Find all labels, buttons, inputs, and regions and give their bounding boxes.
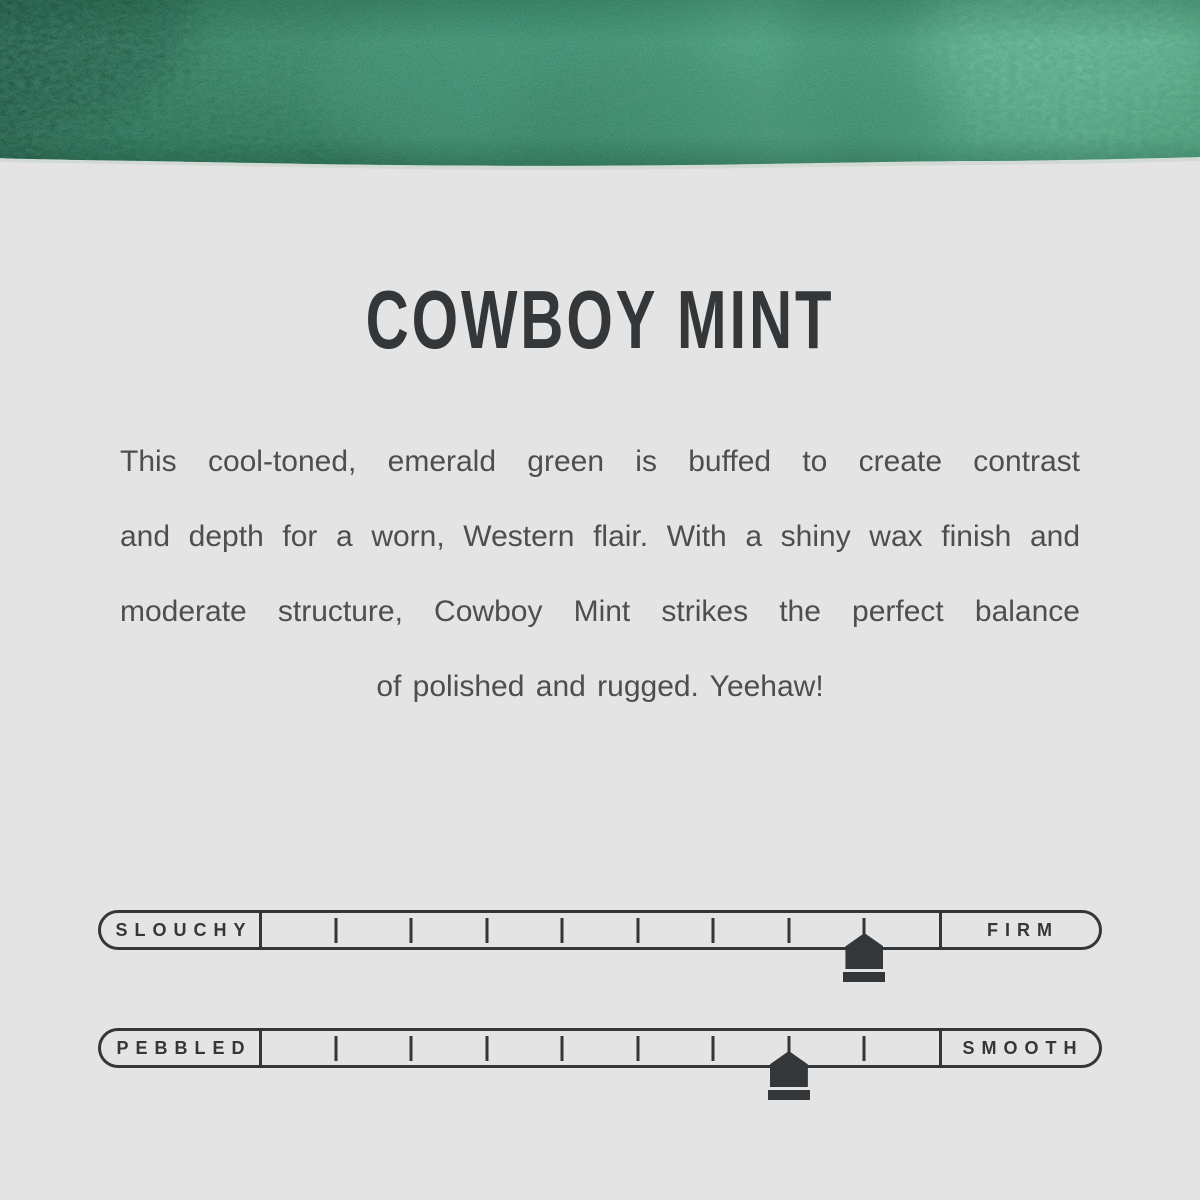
tick-mark xyxy=(410,918,413,943)
marker-bar-icon xyxy=(768,1090,810,1100)
tick-mark xyxy=(863,918,866,943)
texture-scale xyxy=(98,1028,1102,1068)
tick-mark xyxy=(410,1036,413,1061)
tick-mark xyxy=(787,1036,790,1061)
tick-mark xyxy=(334,1036,337,1061)
tick-mark xyxy=(485,918,488,943)
scale-right-label: SMOOTH xyxy=(962,1038,1084,1058)
tick-mark xyxy=(787,918,790,943)
tick-mark xyxy=(712,918,715,943)
tick-mark xyxy=(636,1036,639,1061)
scale-left-section xyxy=(101,913,260,947)
color-description xyxy=(120,424,1080,724)
description-line: moderate structure, Cowboy Mint strikes the perfect balance xyxy=(120,595,1080,628)
leather-texture-image xyxy=(0,0,1200,170)
scale-track xyxy=(260,913,940,947)
tick-mark xyxy=(561,918,564,943)
description-line: of polished and rugged. Yeehaw! xyxy=(376,670,824,703)
color-name-title: COWBOY MINT xyxy=(365,273,835,366)
scale-right-label: FIRM xyxy=(987,920,1059,940)
tick-mark xyxy=(334,918,337,943)
tick-mark xyxy=(636,918,639,943)
description-line: and depth for a worn, Western flair. With a shiny wax finish and xyxy=(120,520,1080,553)
scale-left-label: PEBBLED xyxy=(116,1038,252,1058)
scale-track xyxy=(260,1031,940,1065)
structure-scale xyxy=(98,910,1102,950)
scale-left-label: SLOUCHY xyxy=(115,920,253,940)
scale-left-section xyxy=(101,1031,260,1065)
description-line: This cool-toned, emerald green is buffed to create contrast xyxy=(120,445,1080,478)
tick-mark xyxy=(863,1036,866,1061)
marker-bar-icon xyxy=(843,972,885,982)
scale-right-section xyxy=(940,913,1099,947)
tick-mark xyxy=(712,1036,715,1061)
tick-mark xyxy=(485,1036,488,1061)
leather-photo xyxy=(0,0,1200,170)
scale-right-section xyxy=(940,1031,1099,1065)
tick-mark xyxy=(561,1036,564,1061)
